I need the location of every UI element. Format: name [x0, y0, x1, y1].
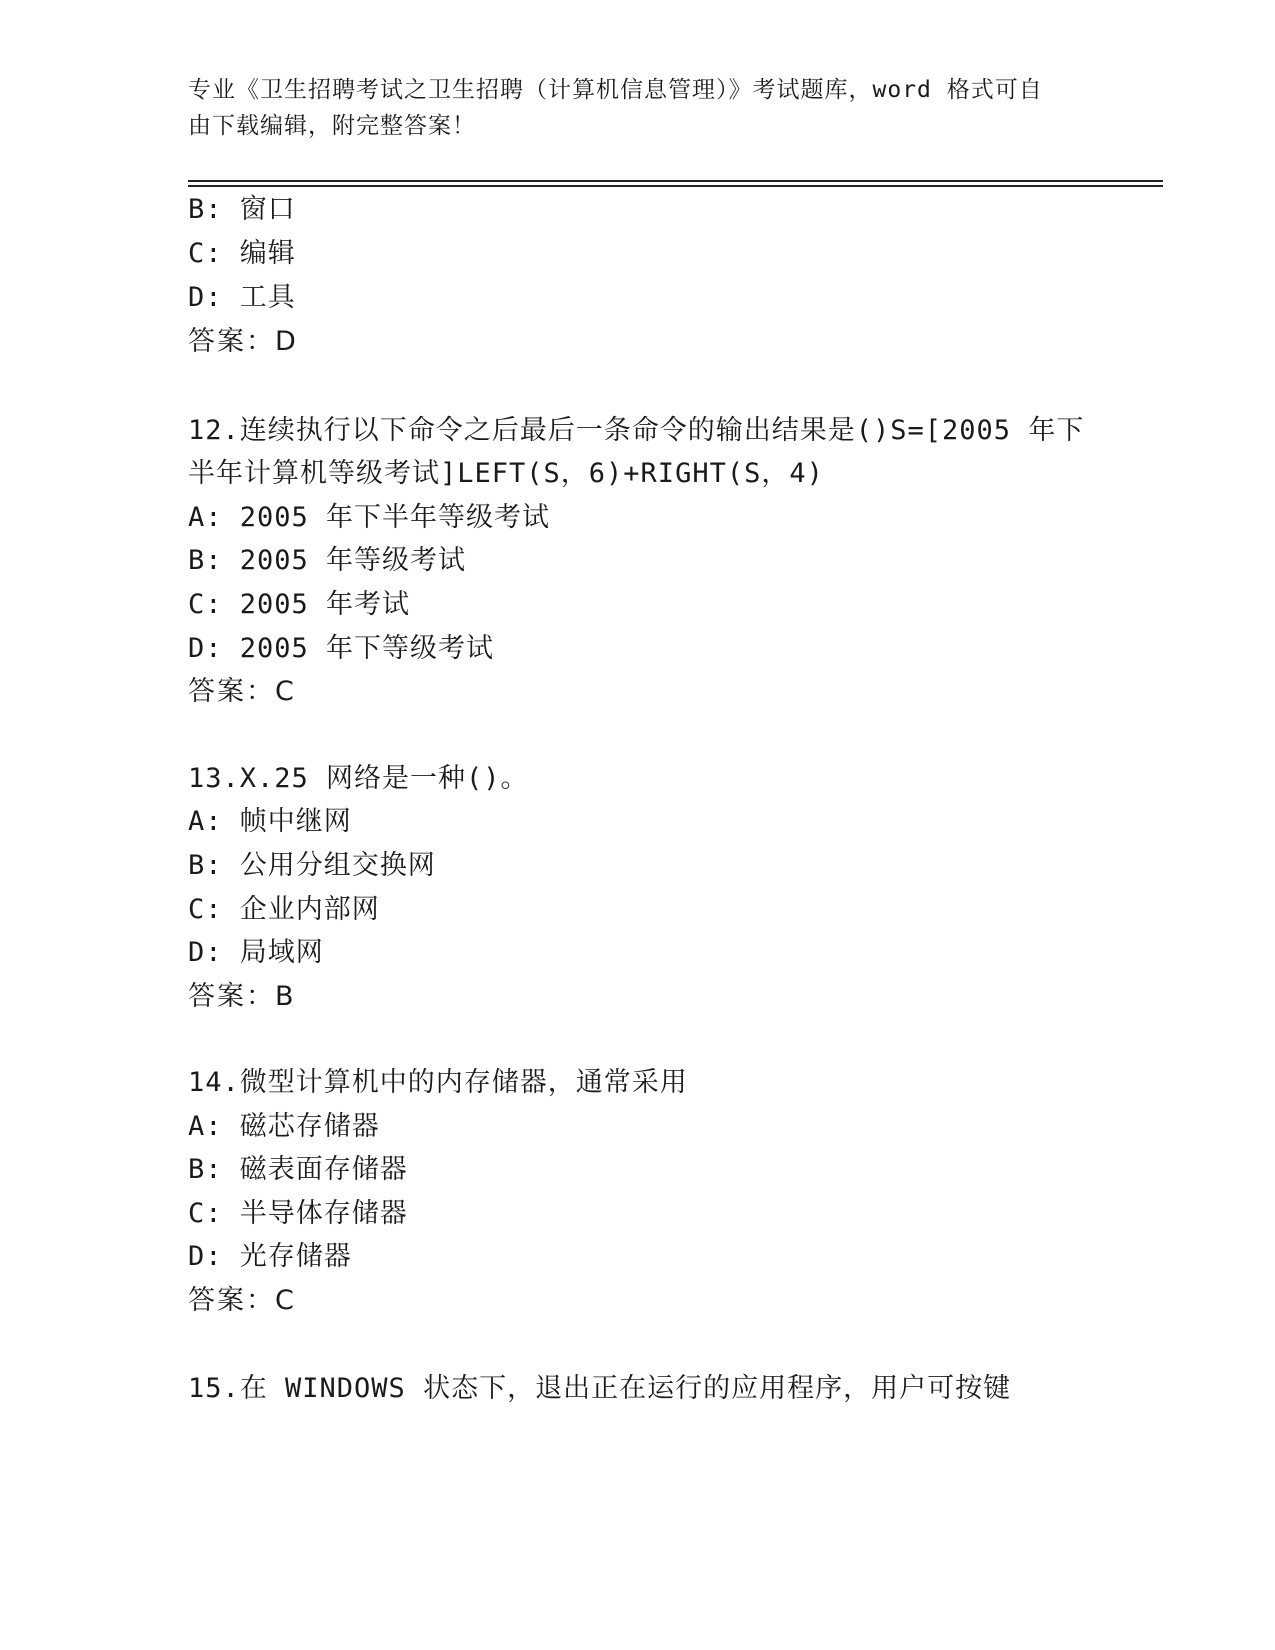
header-divider-top [188, 180, 1163, 182]
header-divider-bottom [188, 185, 1163, 187]
q11-option-c: C: 编辑 [188, 238, 296, 269]
header-line-2: 由下载编辑，附完整答案！ [188, 113, 476, 139]
q12-option-a: A: 2005 年下半年等级考试 [188, 502, 551, 533]
q11-answer: 答案：D [188, 326, 298, 357]
q14-option-a: A: 磁芯存储器 [188, 1111, 380, 1142]
q15-stem: 15.在 WINDOWS 状态下，退出正在运行的应用程序，用户可按键 [188, 1373, 1012, 1404]
q14-option-d: D: 光存储器 [188, 1241, 352, 1272]
q14-option-c: C: 半导体存储器 [188, 1198, 408, 1229]
q12-option-c: C: 2005 年考试 [188, 589, 411, 620]
document-header [188, 72, 1088, 144]
q12-option-b: B: 2005 年等级考试 [188, 545, 467, 576]
q14-stem: 14.微型计算机中的内存储器，通常采用 [188, 1067, 688, 1098]
q13-option-c: C: 企业内部网 [188, 894, 380, 925]
q13-option-d: D: 局域网 [188, 937, 324, 968]
q11-option-b: B: 窗口 [188, 194, 296, 225]
q13-option-a: A: 帧中继网 [188, 806, 352, 837]
q14-option-b: B: 磁表面存储器 [188, 1154, 408, 1185]
q12-stem-line-2: 半年计算机等级考试]LEFT(S，6)+RIGHT(S，4) [188, 458, 824, 489]
q13-answer: 答案：B [188, 981, 296, 1012]
header-line-1: 专业《卫生招聘考试之卫生招聘（计算机信息管理）》考试题库，word 格式可自 [188, 77, 1043, 103]
q11-option-d: D: 工具 [188, 282, 296, 313]
q12-stem-line-1: 12.连续执行以下命令之后最后一条命令的输出结果是()S=[2005 年下 [188, 415, 1085, 446]
q12-option-d: D: 2005 年下等级考试 [188, 633, 495, 664]
q12-answer: 答案：C [188, 676, 296, 707]
q14-answer: 答案：C [188, 1285, 296, 1316]
q13-stem: 13.X.25 网络是一种()。 [188, 763, 529, 794]
q13-option-b: B: 公用分组交换网 [188, 850, 436, 881]
